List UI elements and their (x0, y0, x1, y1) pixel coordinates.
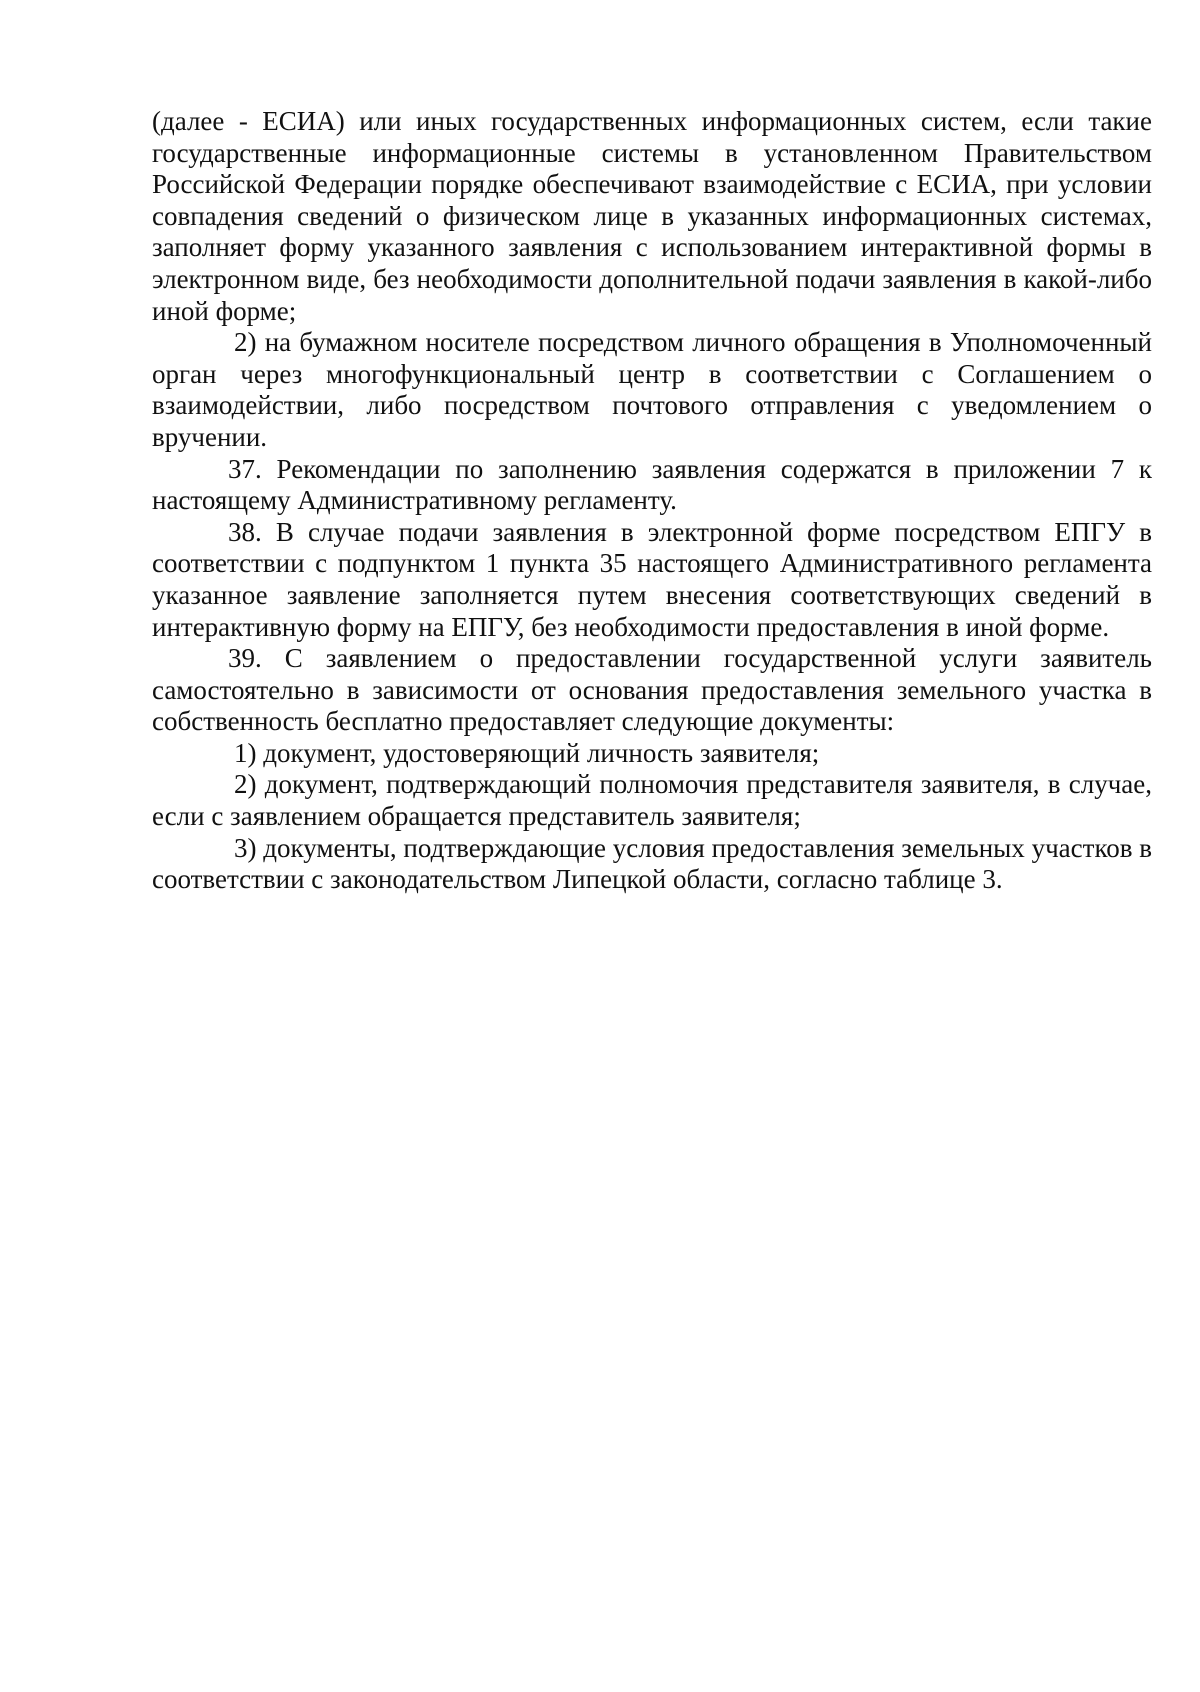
paragraph-38: 38. В случае подачи заявления в электронной форме посредством ЕПГУ в соответствии с подпунктом 1 пункта 35 настоящего Административного регламента указанное заявление заполняется путем внесения соответствующих сведений в интерактивную форму на ЕПГУ, без необходимости предоставления в иной форме. (152, 516, 1152, 642)
list-item-conditions-documents: 3) документы, подтверждающие условия предоставления земельных участков в соответствии с законодательством Липецкой области, согласно таблице 3. (152, 832, 1152, 895)
list-item-authority-document: 2) документ, подтверждающий полномочия представителя заявителя, в случае, если с заявлением обращается представитель заявителя; (152, 769, 1152, 832)
paragraph-paper-submission: 2) на бумажном носителе посредством личного обращения в Уполномоченный орган через многофункциональный центр в соответствии с Соглашением о взаимодействии, либо посредством почтового отправления с уведомлением о вручении. (152, 327, 1152, 452)
paragraph-esia-continuation: (далее - ЕСИА) или иных государственных информационных систем, если такие государственные информационные системы в установленном Правительством Российской Федерации порядке обеспечивают взаимодействие с ЕСИА, при условии совпадения сведений о физическом лице в указанных информационных системах, заполняет форму указанного заявления с использованием интерактивной формы в электронном виде, без необходимости дополнительной подачи заявления в какой-либо иной форме; (152, 106, 1152, 326)
document-body (152, 106, 1152, 896)
list-item-identity-document: 1) документ, удостоверяющий личность заявителя; (234, 737, 820, 768)
paragraph-39: 39. С заявлением о предоставлении государственной услуги заявитель самостоятельно в зависимости от основания предоставления земельного участка в собственность бесплатно предоставляет следующие документы: (152, 643, 1152, 737)
paragraph-37: 37. Рекомендации по заполнению заявления содержатся в приложении 7 к настоящему Административному регламенту. (152, 453, 1152, 516)
